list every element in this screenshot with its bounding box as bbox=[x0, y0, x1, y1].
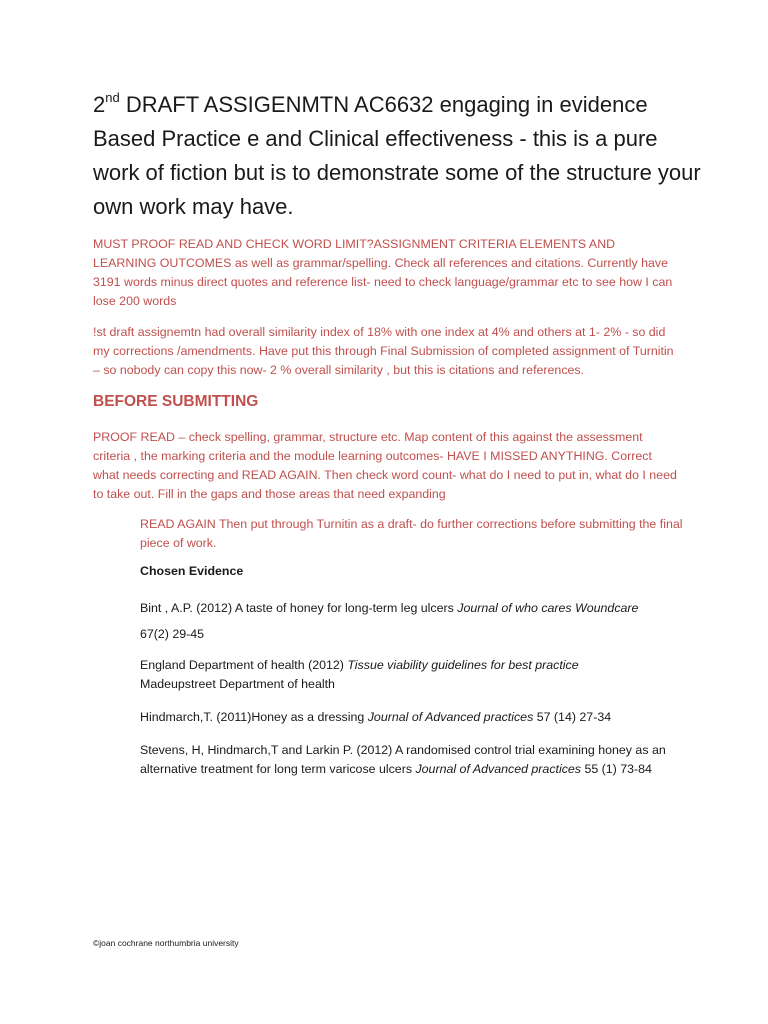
before-submitting-text: PROOF READ – check spelling, grammar, structure etc. Map content of this against the assessment criteria , the marking criteria and the module learning outcomes- HAVE I MISSED ANYTHING. Correct what needs correcting and READ AGAIN. Then check word count- what do I need to put in, what do I need to take out. Fill in the gaps and those areas that need expanding bbox=[93, 430, 677, 501]
reference-details: 67(2) 29-45 bbox=[140, 627, 205, 641]
reference-journal: Journal of who cares Woundcare bbox=[457, 601, 639, 615]
similarity-note: !st draft assignemtn had overall similarity index of 18% with one index at 4% and others at 1- 2% - so did my corrections /amendments. Have put this through Final Submission of completed assignment of Turnitin – so nobody can copy this now- 2 % overall similarity , but this is citations and references. bbox=[93, 325, 674, 377]
title-prefix: 2 bbox=[93, 92, 106, 117]
read-again-note: READ AGAIN Then put through Turnitin as a draft- do further corrections before submitting the final piece of work. bbox=[140, 517, 683, 550]
title-rest: DRAFT ASSIGENMTN AC6632 engaging in evidence Based Practice e and Clinical effectiveness - this is a pure work of fiction but is to demonstrate some of the structure your own work may have. bbox=[93, 92, 701, 219]
reference-details: 55 (1) 73-84 bbox=[581, 762, 652, 776]
chosen-evidence-heading: Chosen Evidence bbox=[140, 564, 244, 578]
reference-journal: Tissue viability guidelines for best practice bbox=[347, 658, 579, 672]
reference-item bbox=[140, 595, 700, 647]
reference-authors: Bint , A.P. (2012) A taste of honey for long-term leg ulcers bbox=[140, 601, 458, 615]
document-title bbox=[93, 88, 703, 224]
reference-journal: Journal of Advanced practices bbox=[415, 762, 581, 776]
copyright-footer: ©joan cochrane northumbria university bbox=[93, 938, 239, 948]
reference-journal: Journal of Advanced practices bbox=[367, 710, 534, 724]
reference-authors: Stevens, H, Hindmarch,T and Larkin P. (2012) A randomised control trial examining honey as an alternative treatment for long term varicose ulcers bbox=[140, 743, 666, 776]
proof-read-note: MUST PROOF READ AND CHECK WORD LIMIT?ASSIGNMENT CRITERIA ELEMENTS AND LEARNING OUTCOMES as well as grammar/spelling. Check all references and citations. Currently have 3191 words minus direct quotes and reference list- need to check language/grammar etc to see how I can lose 200 words bbox=[93, 237, 673, 308]
title-superscript: nd bbox=[105, 90, 120, 105]
reference-item bbox=[140, 741, 700, 779]
reference-details: Madeupstreet Department of health bbox=[140, 677, 335, 691]
reference-details: 57 (14) 27-34 bbox=[533, 710, 612, 724]
reference-authors: Hindmarch,T. (2011)Honey as a dressing bbox=[140, 710, 368, 724]
before-submitting-heading: BEFORE SUBMITTING bbox=[93, 393, 259, 410]
reference-item bbox=[140, 706, 700, 728]
reference-authors: England Department of health (2012) bbox=[140, 658, 348, 672]
reference-item bbox=[140, 656, 700, 694]
